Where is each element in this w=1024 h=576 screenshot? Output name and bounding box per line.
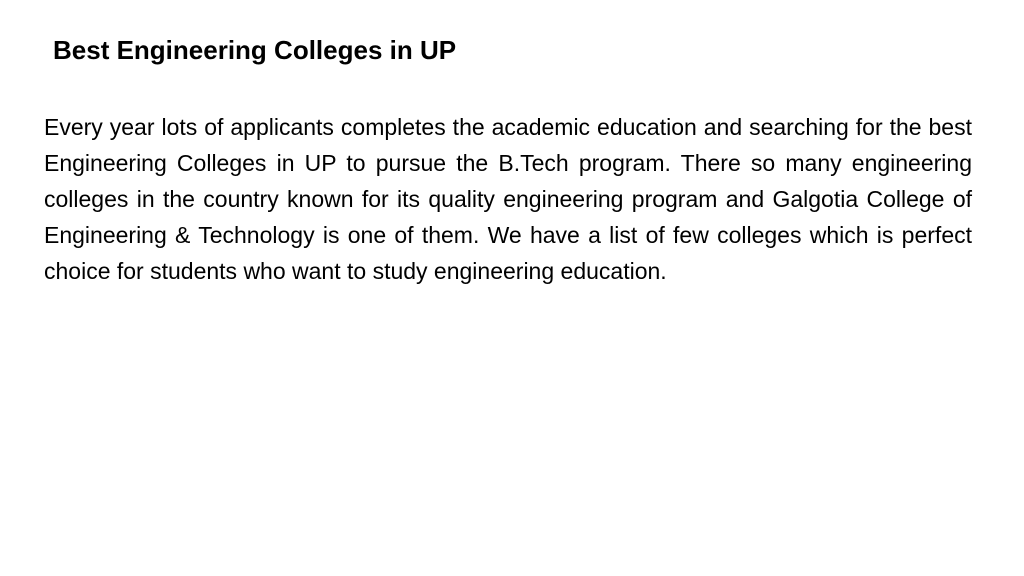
slide-body-paragraph: Every year lots of applicants completes the academic education and searching for the best Engineering Colleges in UP to pursue the B.Tech program. There so many engineering colleges in the country known for its quality engineering program and Galgotia College of Engineering & Technology is one of them. We have a list of few colleges which is perfect choice for students who want to study engineering education.	[44, 114, 972, 284]
slide-title: Best Engineering Colleges in UP	[53, 35, 457, 65]
